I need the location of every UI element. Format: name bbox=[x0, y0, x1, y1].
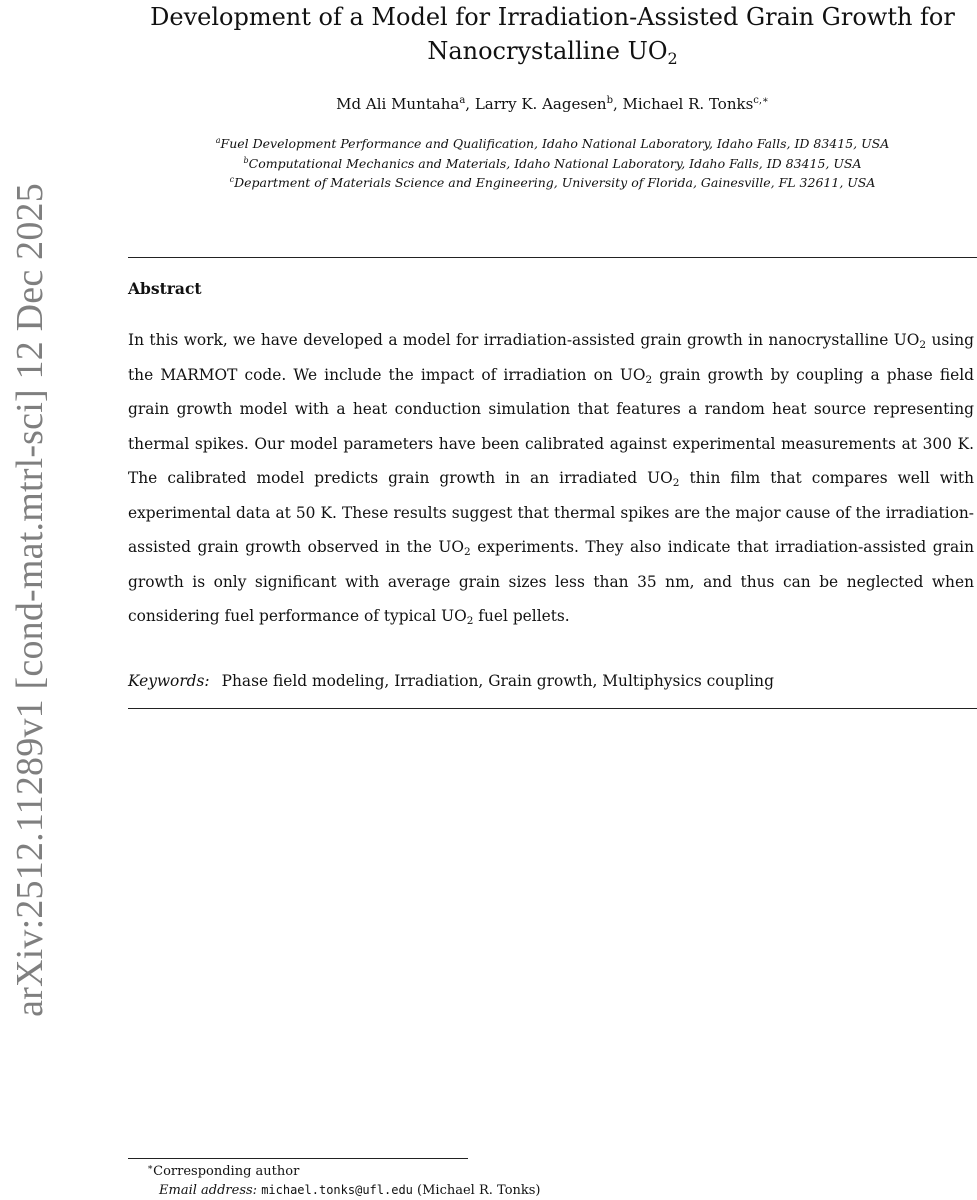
keywords-text: Phase field modeling, Irradiation, Grain growth, Multiphysics coupling bbox=[221, 672, 774, 690]
abstract-subscript: 2 bbox=[466, 615, 474, 627]
author-name: Michael R. Tonks bbox=[622, 95, 754, 113]
footnote-corresponding bbox=[147, 1162, 299, 1181]
title-subscript: 2 bbox=[667, 49, 678, 68]
author-separator: , bbox=[465, 95, 475, 113]
abstract-subscript: 2 bbox=[464, 546, 471, 558]
affiliation-text: Fuel Development Performance and Qualification, Idaho National Laboratory, Idaho Falls, ID 83415, USA bbox=[220, 136, 890, 151]
affiliation-text: Department of Materials Science and Engineering, University of Florida, Gainesville, FL 32611, USA bbox=[234, 175, 876, 190]
email-label: Email address: bbox=[159, 1183, 258, 1198]
author-affil-mark: c,∗ bbox=[753, 95, 769, 106]
footnote-rule bbox=[128, 1158, 468, 1159]
arxiv-identifier-stamp: arXiv:2512.11289v1 [cond-mat.mtrl-sci] 12 Dec 2025 bbox=[9, 183, 51, 1017]
abstract-heading: Abstract bbox=[128, 279, 202, 298]
abstract-bottom-rule bbox=[128, 708, 977, 709]
abstract-text: fuel pellets. bbox=[473, 607, 570, 625]
abstract-top-rule bbox=[128, 257, 977, 258]
affiliation-mark: c bbox=[229, 175, 235, 184]
affiliation-item bbox=[128, 154, 977, 174]
abstract-text: In this work, we have developed a model for irradiation-assisted grain growth in nanocrystalline UO bbox=[128, 331, 920, 349]
author-name: Md Ali Muntaha bbox=[336, 95, 460, 113]
abstract-body bbox=[128, 323, 974, 634]
author-separator: , bbox=[612, 95, 623, 113]
author-affil-mark: a bbox=[459, 95, 466, 106]
keywords-label: Keywords: bbox=[128, 672, 210, 690]
affiliation-item bbox=[128, 134, 977, 154]
affiliation-list bbox=[128, 134, 977, 193]
abstract-text: experiments. They also indicate that irradiation-assisted grain growth is only significant with average grain sizes less than 35 nm, and thus can be neglected when considering fuel performance of typical UO bbox=[128, 538, 974, 625]
keywords-line bbox=[128, 670, 774, 692]
author-name: Larry K. Aagesen bbox=[474, 95, 607, 113]
affiliation-item bbox=[128, 173, 977, 193]
title-line-1: Development of a Model for Irradiation-Assisted Grain Growth for bbox=[150, 3, 955, 31]
author-list bbox=[128, 93, 977, 115]
footnote-email bbox=[159, 1181, 541, 1200]
affiliation-mark: a bbox=[215, 136, 221, 145]
affiliation-text: Computational Mechanics and Materials, Idaho National Laboratory, Idaho Falls, ID 83415, USA bbox=[248, 155, 862, 171]
abstract-subscript: 2 bbox=[919, 339, 927, 351]
title-line-2: Nanocrystalline UO bbox=[427, 37, 668, 65]
abstract-subscript: 2 bbox=[645, 373, 653, 386]
abstract-text: thin film that compares well with experimental data at 50 K. These results suggest that thermal spikes are the major cause of the irradiation-assisted grain growth observed in the UO bbox=[128, 469, 974, 556]
email-address: michael.tonks@ufl.edu bbox=[261, 1183, 413, 1197]
author-affil-mark: b bbox=[606, 95, 613, 106]
abstract-text: using the MARMOT code. We include the impact of irradiation on UO bbox=[128, 331, 975, 384]
footnote-corresponding-text: Corresponding author bbox=[153, 1164, 300, 1179]
paper-title bbox=[128, 0, 977, 68]
abstract-subscript: 2 bbox=[672, 477, 680, 489]
email-owner: (Michael R. Tonks) bbox=[417, 1183, 541, 1198]
abstract-text: grain growth by coupling a phase field grain growth model with a heat conduction simulation that features a random heat source representing thermal spikes. Our model parameters have been calibrated against experimental measurements at 300 K. The calibrated model predicts grain growth in an irradiated UO bbox=[128, 365, 974, 487]
footnote-mark: ∗ bbox=[147, 1163, 154, 1173]
affiliation-mark: b bbox=[243, 155, 249, 165]
